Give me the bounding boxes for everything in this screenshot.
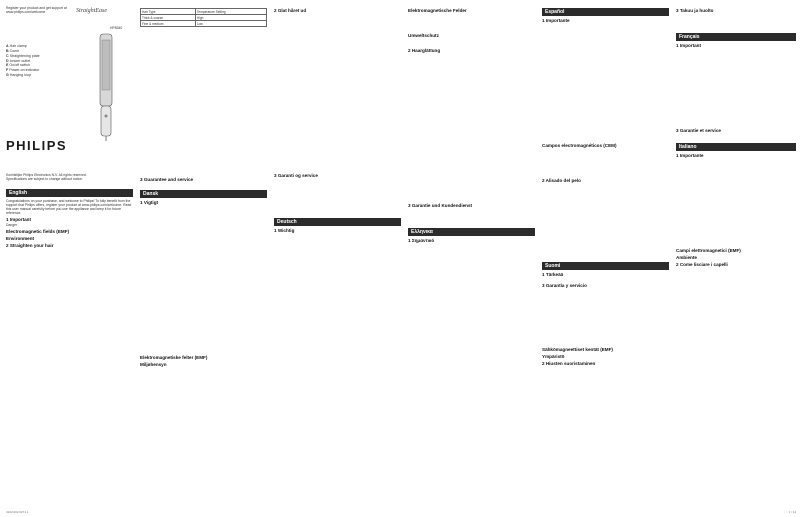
register-slogan: Register your product and get support at (6, 6, 67, 10)
en-text-1: Danger (6, 223, 18, 228)
heading-de-guarantee: 3 Garantie und Kundendienst (408, 203, 473, 208)
lang-bar-italiano: Italiano (676, 143, 796, 151)
model-number: HP8340 (110, 26, 123, 30)
lang-bar-espanol: Español (542, 8, 669, 16)
heading-en-important: 1 Important (6, 217, 32, 223)
heading-it-emf: Campi elettromagnetici (EMF) (676, 248, 741, 253)
intro-text: Congratulations on your purchase, and welcome to Philips! To fully benefit from the support that Philips offers, register your product at www.philips.com/welcome. Read this user manual carefully before you use the appliance and keep it for future reference. (6, 198, 132, 216)
part-f: F Power-on indicator (6, 68, 40, 73)
heading-da-env: Miljøhensyn (140, 362, 167, 367)
table-cell: High (195, 15, 266, 21)
heading-fi-guarantee: 3 Takuu ja huolto (676, 8, 714, 13)
column-3 (274, 6, 401, 503)
column-4 (408, 6, 535, 503)
heading-en-emf: Electromagnetic fields (EMF) (6, 229, 70, 235)
heading-it-env: Ambiente (676, 255, 697, 260)
lang-bar-deutsch: Deutsch (274, 218, 401, 226)
specs-note: Specifications are subject to change without notice. (6, 176, 83, 181)
heading-it-important: 1 Importante (676, 153, 704, 158)
philips-logo: PHILIPS (6, 137, 68, 153)
heading-en-straighten: 2 Straighten your hair (6, 243, 54, 249)
address-text: Koninklijke Philips Electronics N.V. All rights reserved. (6, 172, 87, 177)
heading-fr-guarantee: 3 Garantie et service (676, 128, 721, 133)
heading-de-env: Umweltschutz (408, 33, 439, 38)
part-d: D Ionizer outlet (6, 58, 31, 63)
heading-fi-straighten: 2 Hiusten suoristaminen (542, 361, 596, 366)
heading-fr-important: 1 Important (676, 43, 702, 48)
heading-es-straighten: 2 Alisado del pelo (542, 178, 581, 183)
lang-bar-dansk: Dansk (140, 190, 267, 198)
heading-da-emf: Elektromagnetiske felter (EMF) (140, 355, 208, 360)
support-url[interactable]: www.philips.com/welcome (6, 10, 46, 15)
heading-de-important: 1 Wichtig (274, 228, 295, 233)
part-e: E On/off switch (6, 63, 31, 68)
table-header-temp: Temperature Setting (195, 9, 266, 15)
heading-de-straighten: 2 Haarglättung (408, 48, 441, 53)
product-brand: StraightEase (76, 8, 107, 14)
suomi-block (542, 260, 669, 503)
heading-fi-env: Ympäristö (542, 354, 565, 359)
part-b: B Comb (6, 48, 20, 53)
table-cell: Fine & medium (141, 21, 196, 27)
table-cell: Thick & coarse (141, 15, 196, 21)
heading-fi-emf: Sähkömagneettiset kentät (EMF) (542, 347, 613, 352)
part-g: G Hanging loop (6, 72, 31, 77)
heading-da-important: 1 Vigtigt (140, 200, 159, 205)
cover-column (6, 6, 133, 503)
heading-el-important: 1 Σημαντικό (408, 238, 435, 243)
heading-da-guarantee: 3 Garanti og service (274, 173, 318, 178)
part-a: A Hair clamp (6, 44, 27, 49)
heading-es-emf: Campos electromagnéticos (CEM) (542, 143, 617, 148)
column-2 (140, 6, 267, 503)
heading-es-important: 1 Importante (542, 18, 570, 23)
part-c: C Straightening plate (6, 53, 40, 58)
lang-bar-english: English (6, 189, 133, 197)
table-cell: Low (195, 21, 266, 27)
lang-bar-suomi: Suomi (542, 262, 669, 270)
hair-type-table (140, 8, 267, 27)
table-header-hair: Hair Type (141, 9, 196, 15)
heading-it-straighten: 2 Come lisciare i capelli (676, 262, 728, 267)
column-6 (676, 6, 796, 503)
heading-es-guarantee: 3 Garantía y servicio (542, 283, 587, 288)
heading-da-straighten: 2 Glat håret ud (274, 8, 307, 13)
lang-bar-francais: Français (676, 33, 796, 41)
lang-bar-greek: Ελληνικα (408, 228, 535, 236)
heading-de-emf: Elektromagnetische Felder (408, 8, 467, 13)
heading-fi-important: 1 Tärkeää (542, 272, 564, 277)
heading-en-guarantee: 3 Guarantee and service (140, 177, 194, 182)
heading-en-env: Environment (6, 236, 35, 242)
page-number: 1 / 14 (788, 510, 796, 514)
straightener-illustration (82, 32, 132, 142)
footer-code: 4222.002.6271.1 (6, 510, 29, 514)
